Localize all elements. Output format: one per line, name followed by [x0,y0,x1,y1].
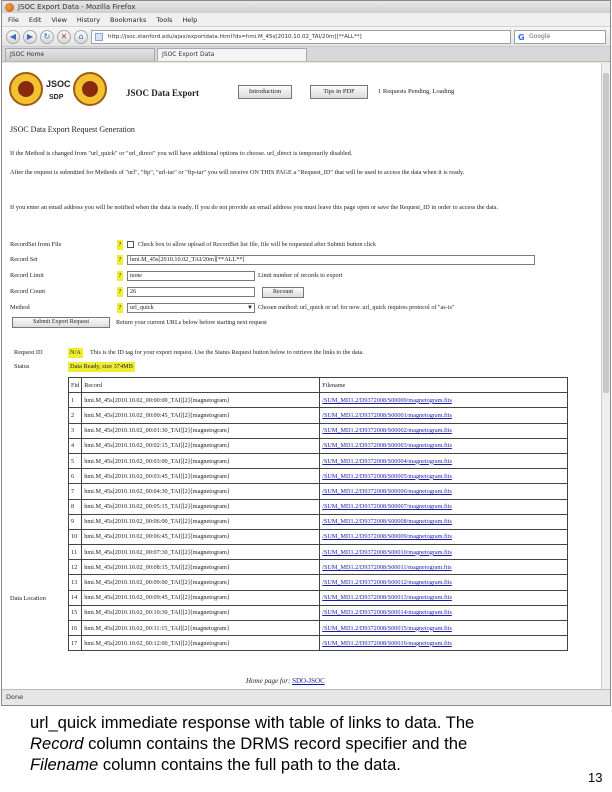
row-filename-link[interactable]: /SUM_MD1.2/D9372008/S00014/magnetogram.fits [320,605,568,620]
tab-jsoc-export-data[interactable]: JSOC Export Data [157,48,307,61]
sdo-jsoc-link[interactable]: SDO-JSOC [292,677,325,685]
table-row [69,408,568,423]
request-status-text: 1 Requests Pending, Loading [378,88,455,95]
forward-arrow-icon[interactable]: ▶ [23,30,37,44]
logo-text-jsoc: JSOC [46,79,71,89]
navigation-toolbar [2,27,610,47]
table-body [69,393,568,651]
record-set-input[interactable]: hmi.M_45s[2010.10.02_TAI/20m][**ALL**] [127,255,535,265]
table-row [69,499,568,514]
stop-icon[interactable]: ✕ [57,30,71,44]
row-record: hmi.M_45s[2010.10.02_00:08:15_TAI][2]{magnetogram} [82,560,320,575]
row-filename-link[interactable]: /SUM_MD1.2/D9372008/S00005/magnetogram.fits [320,469,568,484]
row-fid: 7 [69,484,82,499]
table-row [69,636,568,651]
row-filename-link[interactable]: /SUM_MD1.2/D9372008/S00016/magnetogram.fits [320,636,568,651]
row-fid: 3 [69,423,82,438]
row-fid: 10 [69,529,82,544]
record-count-label: Record Count [10,288,46,295]
browser-statusbar [2,689,610,705]
recount-button[interactable]: Recount [262,287,304,298]
row-filename-link[interactable]: /SUM_MD1.2/D9372008/S00008/magnetogram.fits [320,514,568,529]
caption-emphasis-record: Record [30,734,84,753]
row-fid: 16 [69,621,82,636]
row-filename-link[interactable]: /SUM_MD1.2/D9372008/S00001/magnetogram.fits [320,408,568,423]
page-header [2,63,602,115]
row-fid: 2 [69,408,82,423]
row-fid: 13 [69,575,82,590]
method-row [10,302,600,314]
tab-bar [2,47,610,62]
row-fid: 11 [69,545,82,560]
row-filename-link[interactable]: /SUM_MD1.2/D9372008/S00012/magnetogram.fits [320,575,568,590]
request-info-paragraph: After the request is submitted for Methods of "url", "ftp", "url-tar" or "ftp-tar" you will receive ON THIS PAGE a "Request_ID" that will be used to access the data when it is ready. [10,169,465,176]
record-set-row [10,254,600,266]
row-record: hmi.M_45s[2010.10.02_00:12:00_TAI][2]{magnetogram} [82,636,320,651]
caption-emphasis-filename: Filename [30,755,99,774]
row-fid: 17 [69,636,82,651]
record-count-input[interactable]: 26 [127,287,255,297]
home-icon[interactable]: ⌂ [74,30,88,44]
data-location-label: Data Location [10,595,46,602]
table-row [69,423,568,438]
table-row [69,514,568,529]
status-row [10,361,600,373]
table-row [69,575,568,590]
menu-history[interactable]: History [76,16,101,24]
row-filename-link[interactable]: /SUM_MD1.2/D9372008/S00007/magnetogram.fits [320,499,568,514]
table-row [69,545,568,560]
column-header-record: Record [82,378,320,393]
page-title: JSOC Data Export [126,88,200,98]
tips-pdf-button[interactable]: Tips in PDF [310,85,368,99]
browser-window [1,0,611,706]
table-row [69,605,568,620]
help-icon[interactable]: ? [118,289,122,295]
row-record: hmi.M_45s[2010.10.02_00:05:15_TAI][2]{magnetogram} [82,499,320,514]
search-placeholder: Google [529,32,551,40]
table-row [69,438,568,453]
menu-bookmarks[interactable]: Bookmarks [110,16,147,24]
tab-jsoc-home[interactable]: JSOC Home [5,48,155,61]
request-id-hint: This is the ID tag for your export request. Use the Status Request button below to retrieve the links to the data. [90,349,364,356]
status-value: Data Ready, size 374MB [70,363,133,370]
introduction-button[interactable]: Introduction [238,85,292,99]
method-select[interactable] [127,303,255,313]
row-filename-link[interactable]: /SUM_MD1.2/D9372008/S00010/magnetogram.fits [320,545,568,560]
column-header-filename: Filename [320,378,568,393]
row-record: hmi.M_45s[2010.10.02_00:03:45_TAI][2]{magnetogram} [82,469,320,484]
back-arrow-icon[interactable]: ◀ [6,30,20,44]
row-record: hmi.M_45s[2010.10.02_00:06:00_TAI][2]{magnetogram} [82,514,320,529]
menu-file[interactable]: File [8,16,19,24]
page-content [2,63,602,690]
address-bar[interactable] [91,30,511,44]
caption-line-2: column contains the DRMS record specifier and the [83,734,468,753]
method-label: Method [10,304,30,311]
data-links-table [68,377,568,651]
row-fid: 6 [69,469,82,484]
row-record: hmi.M_45s[2010.10.02_00:06:45_TAI][2]{magnetogram} [82,529,320,544]
caption-line-1: url_quick immediate response with table of links to data. The [30,713,475,732]
email-info-paragraph: If you enter an email address you will be notified when the data is ready. If you do not provide an email address you must leave this page open or save the Request_ID in order to access the data. [10,204,499,211]
request-id-row [10,347,600,359]
slide-caption [30,712,585,775]
row-record: hmi.M_45s[2010.10.02_00:07:30_TAI][2]{magnetogram} [82,545,320,560]
table-row [69,484,568,499]
record-limit-label: Record Limit [10,272,44,279]
row-fid: 15 [69,605,82,620]
menu-tools[interactable]: Tools [156,16,173,24]
chevron-down-icon: ▼ [247,305,253,311]
row-filename-link[interactable]: /SUM_MD1.2/D9372008/S00009/magnetogram.fits [320,529,568,544]
record-set-label: Record Set [10,256,38,263]
browser-status-text: Done [6,693,24,701]
row-fid: 4 [69,438,82,453]
help-icon[interactable]: ? [118,273,122,279]
google-icon: G [518,32,525,42]
vertical-scrollbar[interactable] [601,63,610,690]
row-fid: 9 [69,514,82,529]
method-info-paragraph: If the Method is changed from "url_quick" or "url_direct" you will have additional options to choose. url_direct is temporarily disabled. [10,150,353,157]
request-id-value: N/A [70,349,81,356]
row-fid: 5 [69,453,82,468]
row-fid: 12 [69,560,82,575]
table-row [69,560,568,575]
table-row [69,469,568,484]
recordset-file-label: RecordSet from File [10,241,62,248]
record-limit-hint: Limit number of records to export [258,272,343,279]
search-input[interactable] [514,30,606,44]
row-record: hmi.M_45s[2010.10.02_00:01:30_TAI][2]{magnetogram} [82,423,320,438]
table-row [69,590,568,605]
method-selected-value: url_quick [130,304,154,311]
submit-hint: Return your current URLs below before starting next request [116,319,267,326]
row-record: hmi.M_45s[2010.10.02_00:00:45_TAI][2]{magnetogram} [82,408,320,423]
row-filename-link[interactable]: /SUM_MD1.2/D9372008/S00015/magnetogram.fits [320,621,568,636]
row-record: hmi.M_45s[2010.10.02_00:09:00_TAI][2]{magnetogram} [82,575,320,590]
help-icon[interactable]: ? [118,305,122,311]
submit-export-request-button[interactable]: Submit Export Request [12,317,110,328]
row-filename-link[interactable]: /SUM_MD1.2/D9372008/S00000/magnetogram.fits [320,393,568,408]
row-fid: 1 [69,393,82,408]
request-id-label: Request ID [14,349,43,356]
logo-text-sdp: SDP [49,94,64,101]
reload-icon[interactable]: ↻ [40,30,54,44]
record-count-row [10,286,600,298]
method-hint: Chosen method: url_quick or url for now. url_quick requires protocol of "as-is" [258,304,455,311]
row-record: hmi.M_45s[2010.10.02_00:00:00_TAI][2]{magnetogram} [82,393,320,408]
row-fid: 8 [69,499,82,514]
recordset-file-row [10,239,600,251]
menu-help[interactable]: Help [182,16,198,24]
site-favicon-icon [95,33,103,41]
help-icon[interactable]: ? [118,242,122,248]
row-filename-link[interactable]: /SUM_MD1.2/D9372008/S00004/magnetogram.fits [320,453,568,468]
row-filename-link[interactable]: /SUM_MD1.2/D9372008/S00003/magnetogram.fits [320,438,568,453]
homepage-label: Home page for: [246,677,291,685]
homepage-footer [246,677,325,685]
row-record: hmi.M_45s[2010.10.02_00:10:30_TAI][2]{magnetogram} [82,605,320,620]
menu-view[interactable]: View [51,16,67,24]
status-label: Status [14,363,30,370]
help-icon[interactable]: ? [118,257,122,263]
table-header-row [69,378,568,393]
window-title: JSOC Export Data - Mozilla Firefox [18,3,136,11]
row-record: hmi.M_45s[2010.10.02_00:03:00_TAI][2]{magnetogram} [82,453,320,468]
menu-bar [2,13,610,27]
address-url: http://jsoc.stanford.edu/ajax/exportdata.html?ds=hmi.M_45s[2010.10.02_TAI/20m][**ALL**] [108,33,362,40]
submit-row [10,317,600,329]
menu-edit[interactable]: Edit [28,16,42,24]
caption-line-3: column contains the full path to the data. [98,755,401,774]
firefox-icon [5,3,14,12]
row-record: hmi.M_45s[2010.10.02_00:02:15_TAI][2]{magnetogram} [82,438,320,453]
row-record: hmi.M_45s[2010.10.02_00:11:15_TAI][2]{magnetogram} [82,621,320,636]
table-row [69,453,568,468]
scrollbar-thumb[interactable] [603,73,609,393]
jsoc-sdo-logo [8,67,108,111]
row-fid: 14 [69,590,82,605]
row-filename-link[interactable]: /SUM_MD1.2/D9372008/S00006/magnetogram.fits [320,484,568,499]
record-limit-row [10,270,600,282]
row-filename-link[interactable]: /SUM_MD1.2/D9372008/S00013/magnetogram.fits [320,590,568,605]
row-record: hmi.M_45s[2010.10.02_00:09:45_TAI][2]{magnetogram} [82,590,320,605]
recordset-file-hint: Check box to allow upload of RecordSet list file, file will be requested after Submit button click [138,241,376,248]
table-row [69,393,568,408]
section-title: JSOC Data Export Request Generation [10,125,135,134]
table-row [69,621,568,636]
row-filename-link[interactable]: /SUM_MD1.2/D9372008/S00002/magnetogram.fits [320,423,568,438]
row-record: hmi.M_45s[2010.10.02_00:04:30_TAI][2]{magnetogram} [82,484,320,499]
table-row [69,529,568,544]
row-filename-link[interactable]: /SUM_MD1.2/D9372008/S00011/magnetogram.fits [320,560,568,575]
record-limit-input[interactable]: none [127,271,255,281]
page-number: 13 [588,770,603,785]
recordset-file-checkbox[interactable] [127,241,134,248]
window-titlebar [2,1,610,13]
column-header-fid: Fid [69,378,82,393]
